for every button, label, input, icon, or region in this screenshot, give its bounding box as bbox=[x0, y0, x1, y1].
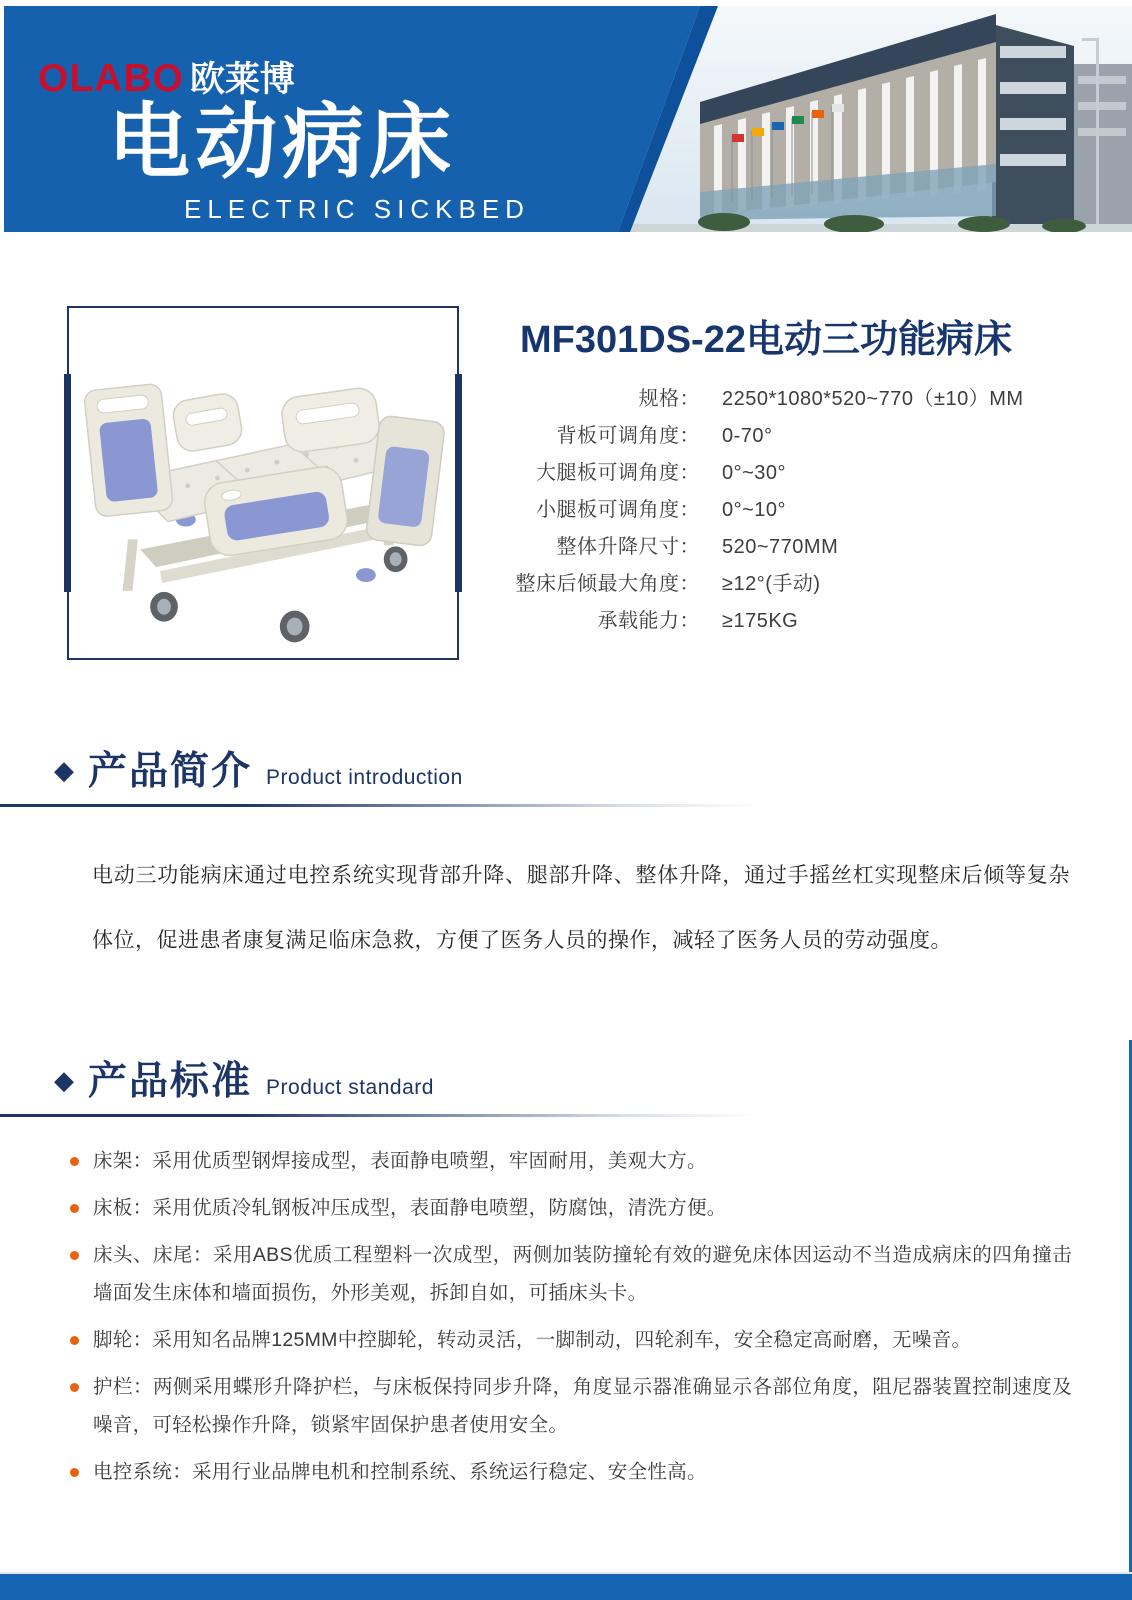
section-rule bbox=[0, 1114, 800, 1117]
spec-row bbox=[480, 530, 1080, 559]
bullet-dot-icon bbox=[70, 1157, 79, 1166]
product-title: MF301DS-22电动三功能病床 bbox=[520, 319, 1012, 361]
brand-logo-cjk: 欧莱博 bbox=[189, 60, 295, 99]
spec-value: 0°~30° bbox=[722, 462, 787, 484]
product-image bbox=[69, 308, 457, 658]
bullet-dot-icon bbox=[70, 1468, 79, 1477]
spec-row bbox=[480, 493, 1080, 522]
spec-row bbox=[480, 456, 1080, 485]
spec-table bbox=[480, 382, 1080, 641]
section-header-standard bbox=[54, 1050, 434, 1106]
spec-row bbox=[480, 567, 1080, 596]
diamond-icon: ◆ bbox=[54, 1064, 74, 1095]
bullet-dot-icon bbox=[70, 1204, 79, 1213]
product-image-frame bbox=[67, 306, 459, 660]
spec-label: 承载能力： bbox=[597, 610, 700, 632]
standard-list bbox=[70, 1142, 1072, 1500]
section-title-cn: 产品简介 bbox=[88, 750, 253, 793]
list-item bbox=[70, 1236, 1072, 1312]
list-item bbox=[70, 1321, 1072, 1359]
section-rule bbox=[0, 804, 800, 807]
section-title-en: Product introduction bbox=[266, 766, 463, 789]
section-header-intro bbox=[54, 740, 463, 796]
spec-row bbox=[480, 604, 1080, 633]
bullet-dot-icon bbox=[70, 1336, 79, 1345]
list-item-text: 床板：采用优质冷轧钢板冲压成型，表面静电喷塑，防腐蚀，清洗方便。 bbox=[93, 1197, 727, 1219]
list-item-text: 床头、床尾：采用ABS优质工程塑料一次成型，两侧加装防撞轮有效的避免床体因运动不当造成病床的四角撞击墙面发生床体和墙面损伤，外形美观，拆卸自如，可插床头卡。 bbox=[93, 1244, 1072, 1304]
list-item-text: 床架：采用优质型钢焊接成型，表面静电喷塑，牢固耐用，美观大方。 bbox=[93, 1150, 707, 1172]
diamond-icon: ◆ bbox=[54, 754, 74, 785]
footer-bar bbox=[0, 1572, 1132, 1600]
spec-value: 2250*1080*520~770（±10）MM bbox=[722, 388, 1024, 410]
spec-value: ≥12°(手动) bbox=[722, 573, 821, 595]
header-title-cn: 电动病床 bbox=[108, 97, 457, 188]
bullet-dot-icon bbox=[70, 1251, 79, 1260]
spec-value: 0°~10° bbox=[722, 499, 787, 521]
building-photo bbox=[604, 6, 1132, 232]
spec-row bbox=[480, 419, 1080, 448]
intro-paragraph: 电动三功能病床通过电控系统实现背部升降、腿部升降、整体升降，通过手摇丝杠实现整床后倾等复杂体位，促进患者康复满足临床急救，方便了医务人员的操作，减轻了医务人员的劳动强度。 bbox=[92, 864, 1070, 952]
list-item bbox=[70, 1142, 1072, 1180]
header-banner bbox=[4, 6, 1132, 232]
list-item-text: 脚轮：采用知名品牌125MM中控脚轮，转动灵活，一脚制动，四轮刹车，安全稳定高耐磨，无噪音。 bbox=[93, 1329, 972, 1351]
spec-label: 规格： bbox=[638, 388, 700, 410]
brand-logo-latin: OLABO bbox=[38, 57, 184, 100]
list-item-text: 护栏：两侧采用蝶形升降护栏，与床板保持同步升降，角度显示器准确显示各部位角度，阻尼器装置控制速度及噪音，可轻松操作升降，锁紧牢固保护患者使用安全。 bbox=[93, 1376, 1072, 1436]
spec-label: 大腿板可调角度： bbox=[536, 462, 700, 484]
brand-logo bbox=[38, 52, 295, 102]
spec-row bbox=[480, 382, 1080, 411]
spec-value: ≥175KG bbox=[722, 610, 799, 632]
spec-value: 0-70° bbox=[722, 425, 773, 447]
list-item bbox=[70, 1453, 1072, 1491]
spec-value: 520~770MM bbox=[722, 536, 839, 558]
list-item-text: 电控系统：采用行业品牌电机和控制系统、系统运行稳定、安全性高。 bbox=[93, 1461, 707, 1483]
section-title-en: Product standard bbox=[266, 1076, 434, 1099]
spec-label: 小腿板可调角度： bbox=[536, 499, 700, 521]
header-title-en: ELECTRIC SICKBED bbox=[184, 194, 530, 224]
list-item bbox=[70, 1189, 1072, 1227]
list-item bbox=[70, 1368, 1072, 1444]
section-title-cn: 产品标准 bbox=[88, 1060, 253, 1103]
spec-label: 整床后倾最大角度： bbox=[515, 573, 700, 595]
bullet-dot-icon bbox=[70, 1383, 79, 1392]
spec-label: 背板可调角度： bbox=[556, 425, 700, 447]
spec-label: 整体升降尺寸： bbox=[556, 536, 700, 558]
